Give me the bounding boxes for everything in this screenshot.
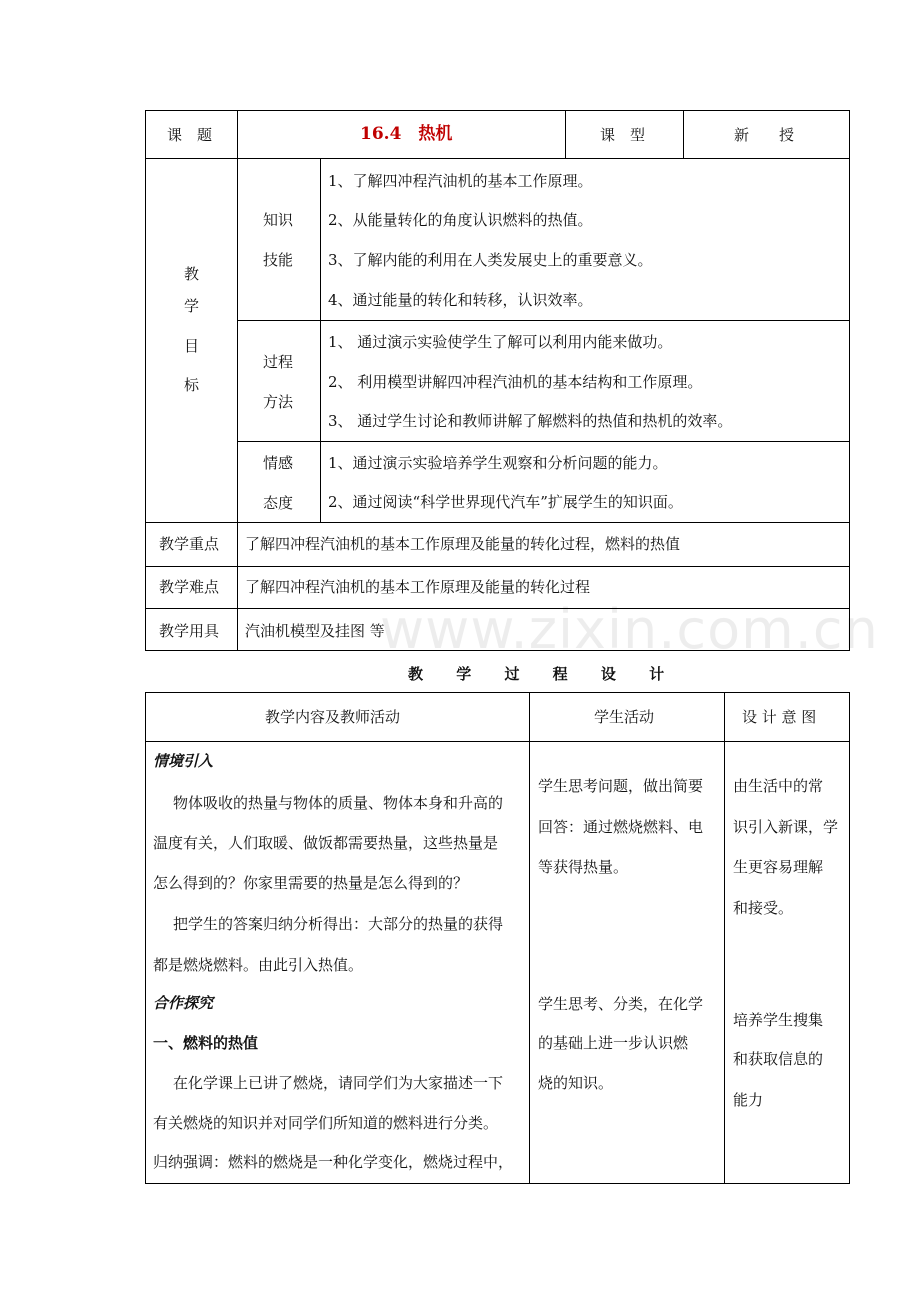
- knowledge-item: 1、了解四冲程汽油机的基本工作原理。: [328, 172, 593, 190]
- goals-label-char-2: 学: [184, 297, 200, 315]
- process-item: 1、 通过演示实验使学生了解可以利用内能来做功。: [328, 333, 673, 351]
- teacher-heading-explore: 合作探究: [153, 994, 214, 1012]
- top-table-border-top: [145, 110, 850, 111]
- process-table-border-top: [145, 692, 850, 693]
- process-table-rule-header: [145, 741, 850, 742]
- top-table-border-left: [145, 110, 146, 651]
- top-table-col-type-label: [565, 110, 566, 158]
- teacher-heading-intro: 情境引入: [153, 752, 214, 770]
- tools-value: 汽油机模型及挂图 等: [245, 622, 385, 640]
- design-line: 和接受。: [733, 899, 794, 917]
- student-line: 学生思考、分类，在化学: [538, 995, 704, 1013]
- student-line: 烧的知识。: [538, 1074, 614, 1092]
- design-line: 识引入新课，学: [733, 818, 839, 836]
- process-table-border-right: [849, 692, 850, 1184]
- design-line: 培养学生搜集: [733, 1011, 824, 1029]
- key-point-value: 了解四冲程汽油机的基本工作原理及能量的转化过程，燃料的热值: [245, 535, 681, 553]
- design-line: 由生活中的常: [733, 777, 824, 795]
- process-table-border-left: [145, 692, 146, 1184]
- knowledge-label-line-2: 技能: [263, 251, 294, 269]
- difficult-point-value: 了解四冲程汽油机的基本工作原理及能量的转化过程: [245, 578, 591, 596]
- process-table-col-student: [529, 692, 530, 1184]
- top-table-col-sublabel: [320, 158, 321, 522]
- student-line: 等获得热量。: [538, 858, 629, 876]
- emotion-label-line-2: 态度: [263, 494, 294, 512]
- knowledge-item: 4、通过能量的转化和转移，认识效率。: [328, 291, 593, 309]
- goals-label-char-1: 教: [184, 265, 200, 283]
- key-point-label: 教学重点: [159, 535, 220, 553]
- watermark: www.zixin.com.cn: [380, 598, 879, 661]
- top-table-rule-process: [237, 441, 850, 442]
- difficult-point-label: 教学难点: [159, 578, 220, 596]
- knowledge-item: 3、了解内能的利用在人类发展史上的重要意义。: [328, 251, 653, 269]
- tools-label: 教学用具: [159, 622, 220, 640]
- design-line: 生更容易理解: [733, 858, 824, 876]
- type-label: 课 型: [600, 126, 646, 144]
- process-item: 2、 利用模型讲解四冲程汽油机的基本结构和工作原理。: [328, 373, 703, 391]
- process-table-col-design: [724, 692, 725, 1184]
- header-design-intent: 设 计 意 图: [742, 708, 817, 726]
- student-line: 学生思考问题，做出简要: [538, 777, 704, 795]
- student-line: 的基础上进一步认识燃: [538, 1034, 689, 1052]
- topic-label: 课 题: [167, 126, 213, 144]
- teacher-line: 归纳强调：燃料的燃烧是一种化学变化，燃烧过程中，: [153, 1153, 514, 1171]
- section-title: 教 学 过 程 设 计: [408, 665, 679, 683]
- emotion-label-line-1: 情感: [263, 454, 294, 472]
- top-table-rule-key: [145, 566, 850, 567]
- student-line: 回答：通过燃烧燃料、电: [538, 818, 704, 836]
- process-table-border-bottom: [145, 1183, 850, 1184]
- top-table-col-type-value: [683, 110, 684, 158]
- emotion-item: 1、通过演示实验培养学生观察和分析问题的能力。: [328, 454, 668, 472]
- top-table-rule-goals: [145, 522, 850, 523]
- teacher-heading-fuel-value: 一、燃料的热值: [153, 1034, 259, 1052]
- teacher-line: 温度有关，人们取暖、做饭都需要热量，这些热量是: [153, 834, 499, 852]
- header-student-activity: 学生活动: [594, 708, 655, 726]
- lesson-title: 16.4 热机: [360, 124, 453, 144]
- knowledge-label-line-1: 知识: [263, 211, 294, 229]
- teacher-line: 怎么得到的？你家里需要的热量是怎么得到的？: [153, 874, 469, 892]
- teacher-line: 都是燃烧燃料。由此引入热值。: [153, 956, 364, 974]
- teacher-line: 物体吸收的热量与物体的质量、物体本身和升高的: [173, 794, 504, 812]
- top-table-col-label: [237, 110, 238, 651]
- process-label-line-1: 过程: [263, 353, 294, 371]
- design-line: 和获取信息的: [733, 1050, 824, 1068]
- goals-label-char-3: 目: [184, 337, 200, 355]
- emotion-item: 2、通过阅读“科学世界现代汽车”扩展学生的知识面。: [328, 493, 683, 511]
- teacher-line: 有关燃烧的知识并对同学们所知道的燃料进行分类。: [153, 1114, 499, 1132]
- design-line: 能力: [733, 1091, 764, 1109]
- top-table-border-right: [849, 110, 850, 651]
- header-teacher-activity: 教学内容及教师活动: [265, 708, 401, 726]
- top-table-rule-row1: [145, 158, 850, 159]
- teacher-line: 在化学课上已讲了燃烧，请同学们为大家描述一下: [173, 1074, 504, 1092]
- top-table-rule-knowledge: [237, 320, 850, 321]
- teacher-line: 把学生的答案归纳分析得出：大部分的热量的获得: [173, 915, 504, 933]
- knowledge-item: 2、从能量转化的角度认识燃料的热值。: [328, 211, 593, 229]
- process-label-line-2: 方法: [263, 393, 294, 411]
- type-value: 新 授: [734, 126, 795, 144]
- process-item: 3、 通过学生讨论和教师讲解了解燃料的热值和热机的效率。: [328, 412, 733, 430]
- goals-label-char-4: 标: [184, 376, 200, 394]
